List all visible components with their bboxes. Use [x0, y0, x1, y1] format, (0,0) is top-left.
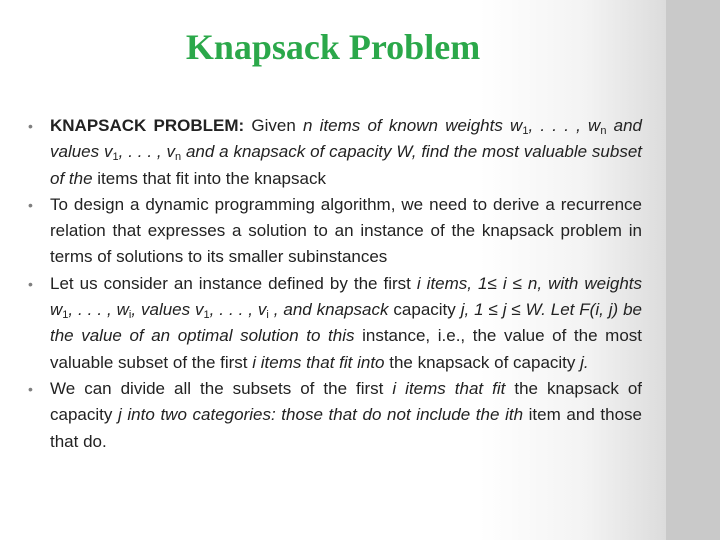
subscript-text: i	[266, 309, 269, 322]
bullet-text: , and knapsack	[268, 300, 389, 320]
bullet-marker: •	[28, 275, 33, 292]
subscript-text: 1	[203, 309, 210, 322]
bullet-text: i items that fit	[392, 378, 506, 398]
bullet-marker: •	[28, 118, 33, 134]
bullet-item	[28, 376, 642, 455]
bullet-text: item and those that do.	[50, 405, 642, 451]
bullet-text: , values v	[131, 300, 204, 320]
subscript-text: i	[128, 309, 132, 322]
bullet-text: , . . . , w	[68, 300, 129, 320]
bullet-text: the knapsack of capacity	[384, 352, 581, 372]
bullet-text: j, 1 ≤ j ≤ W. Let F(i, j) be the value of an optimal solution to this	[50, 300, 643, 346]
subscript-text: 1	[112, 151, 119, 164]
bullet-text: capacity	[388, 300, 461, 320]
bullet-text: , . . . , v	[118, 142, 175, 162]
bullet-item	[28, 113, 642, 192]
bullet-text: , . . . , w	[528, 116, 601, 135]
bullet-text: the knapsack of capacity	[50, 378, 642, 425]
bullet-text: Given	[244, 116, 304, 135]
bullet-text: and a knapsack of capacity W, find the most valuable subset of the	[50, 142, 642, 188]
bullet-text: and values v	[50, 116, 642, 162]
bullet-marker: •	[28, 196, 33, 213]
bullet-text: , . . . , v	[209, 300, 267, 320]
subscript-text: n	[600, 125, 607, 137]
bullet-text: instance, i.e., the value of the most valuable subset of the first	[50, 326, 642, 372]
bullet-item	[28, 271, 642, 376]
subscript-text: n	[174, 151, 182, 164]
bullet-text: items that fit into the knapsack	[92, 168, 326, 188]
bullet-text: Let us consider an instance defined by the first	[50, 273, 417, 293]
bullet-text: To design a dynamic programming algorithm, we need to derive a recurrence relation that expresses a solution to an instance of the knapsack problem in terms of solutions to its smaller subinstances	[50, 194, 642, 267]
bullet-list	[28, 113, 642, 455]
bullet-item	[28, 192, 642, 271]
bullet-text: We can divide all the subsets of the first	[50, 378, 393, 398]
subscript-text: 1	[522, 125, 529, 137]
slide-title: Knapsack Problem	[185, 27, 481, 67]
subscript-text: 1	[62, 309, 69, 322]
bullet-marker: •	[28, 380, 33, 397]
bullet-text: j into two categories: those that do not include the ith	[118, 405, 524, 425]
bullet-text: j.	[580, 352, 589, 372]
decorative-side-bar	[666, 0, 720, 540]
bullet-text: i items that fit into	[252, 352, 385, 372]
bullet-text: i items, 1≤ i ≤ n, with weights w	[50, 273, 642, 320]
bullet-text: KNAPSACK PROBLEM:	[50, 116, 245, 135]
bullet-text: n items of known weights w	[303, 116, 523, 135]
